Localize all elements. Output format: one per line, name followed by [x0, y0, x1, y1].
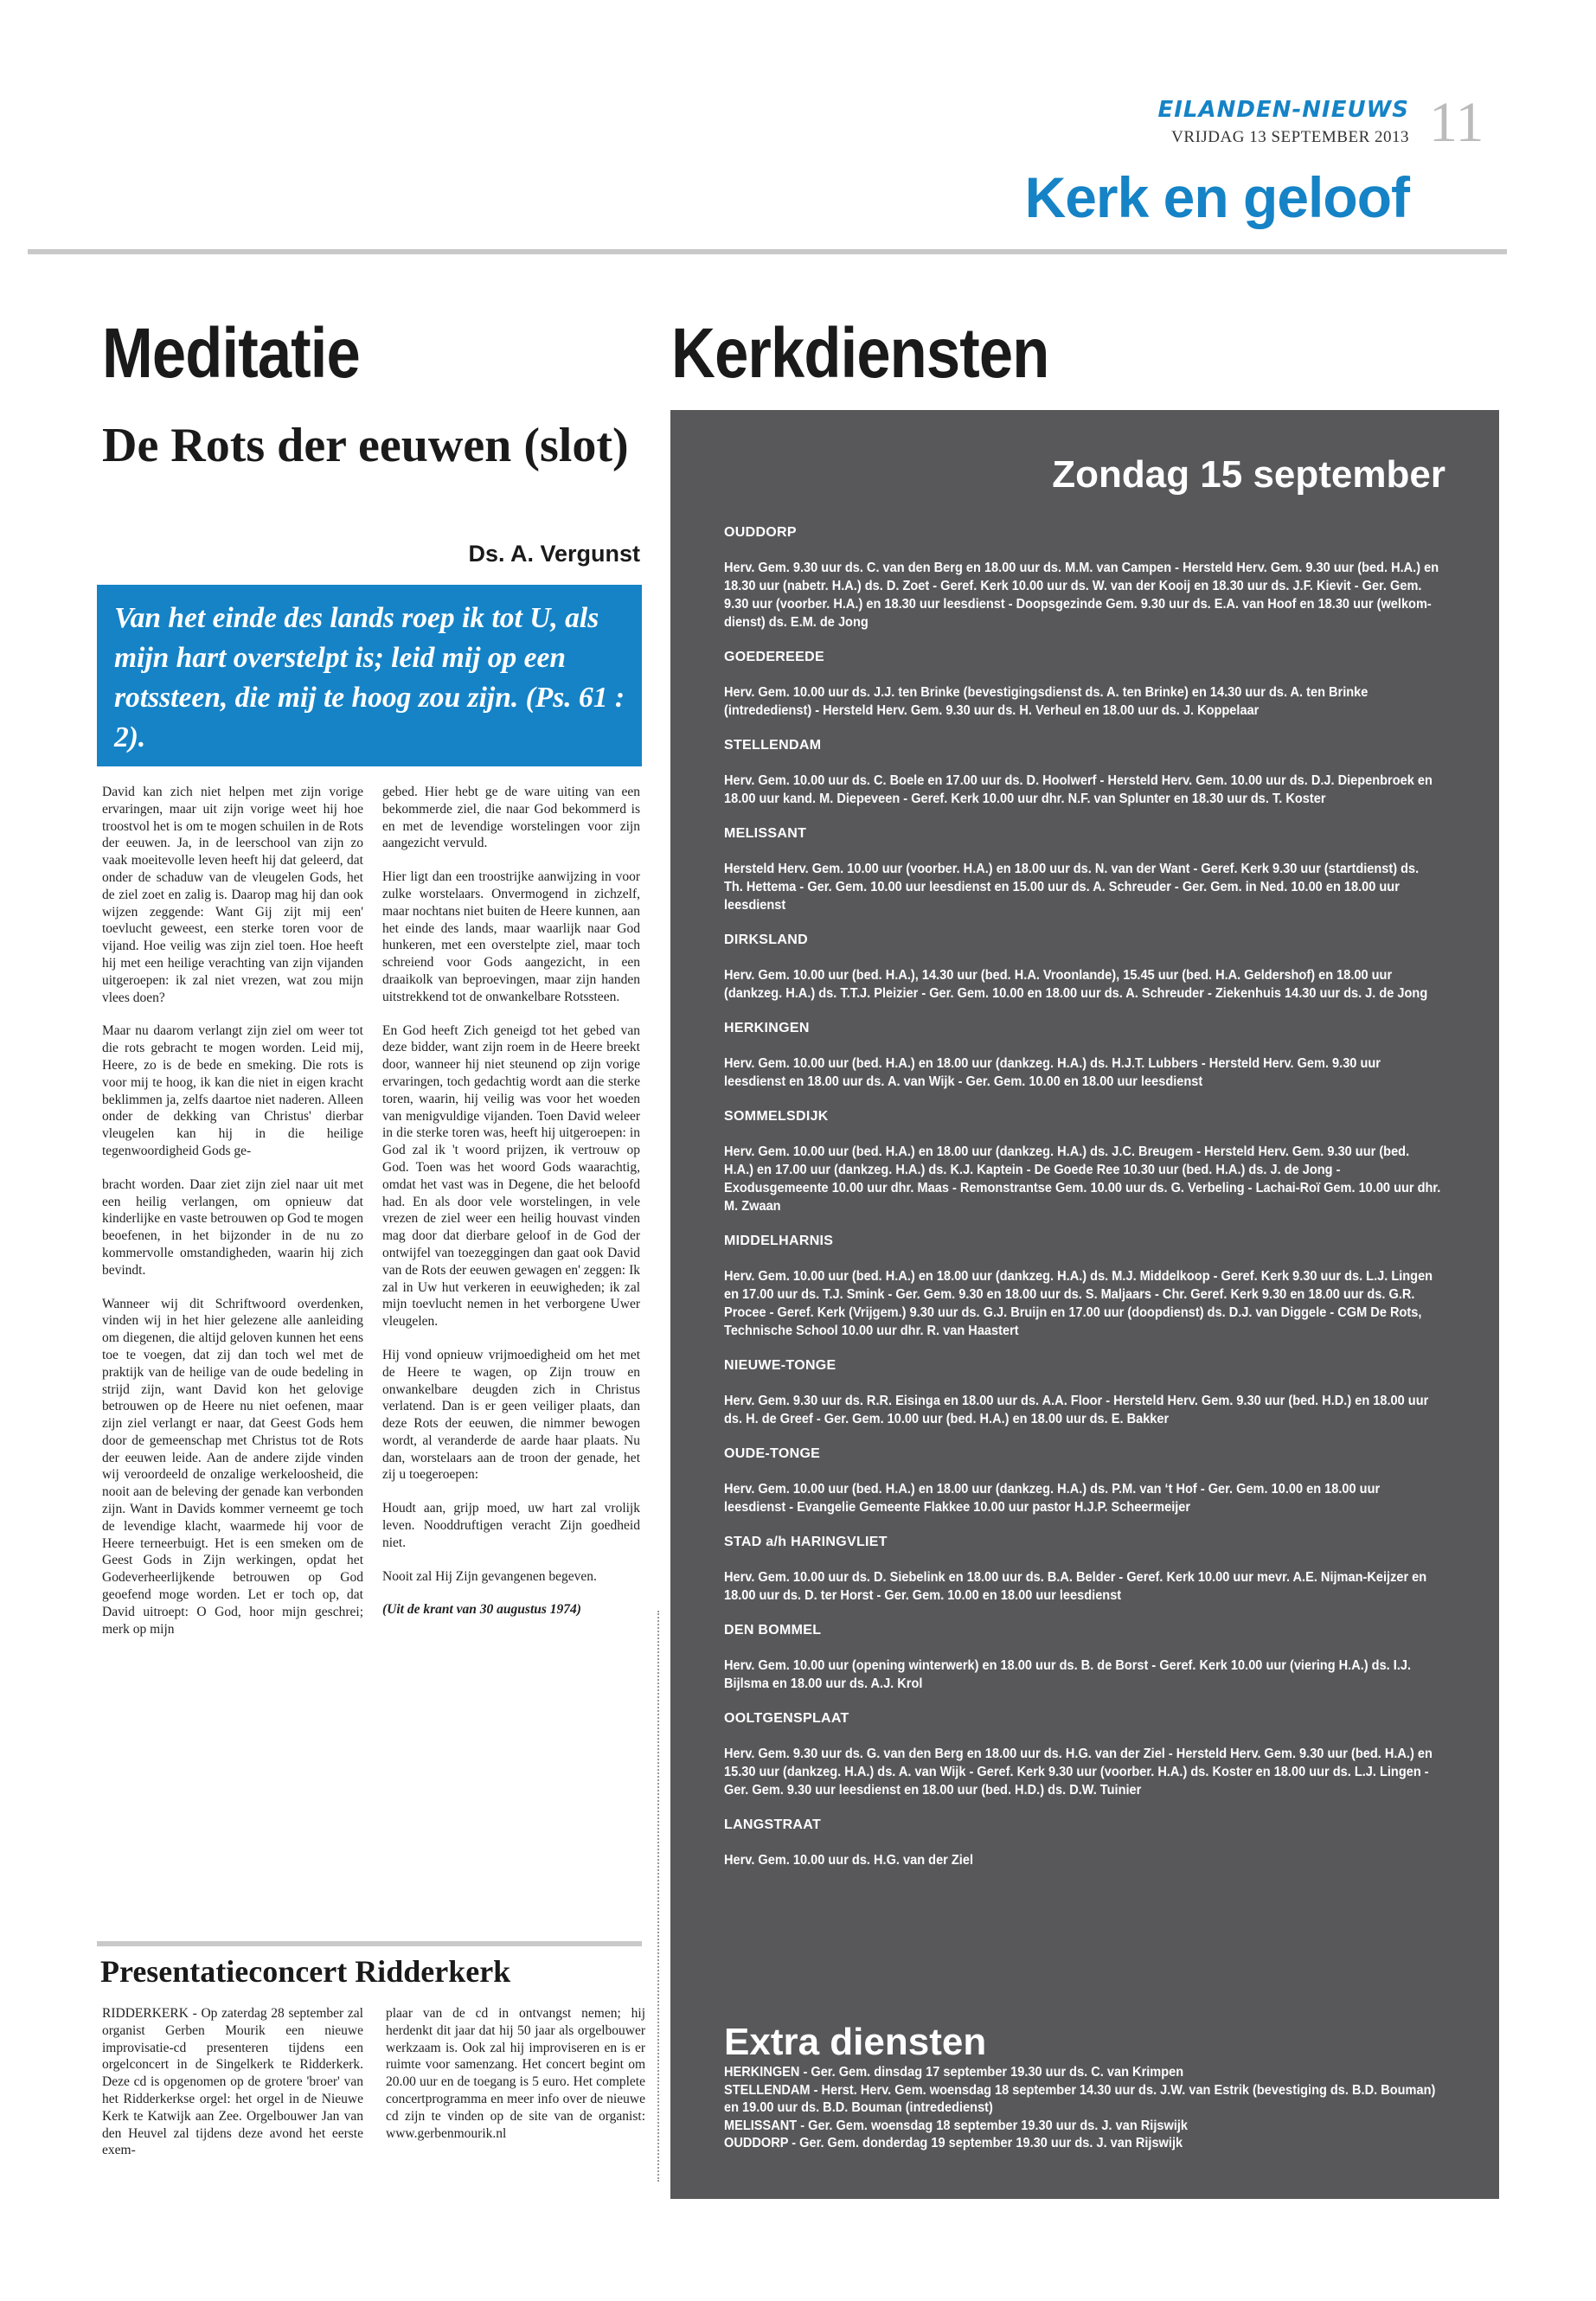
- concert-title: Presentatieconcert Ridderkerk: [100, 1954, 511, 1989]
- place-services: Herv. Gem. 10.00 uur ds. J.J. ten Brinke (bevestigingsdienst ds. A. ten Brinke) en 14.30 uur ds. A. ten Brinke (intrededienst) - Hersteld Herv. Gem. 9.30 uur ds. H. Verheul en 18.00 uur ds. J. Koppelaar: [724, 685, 1368, 718]
- place-name: NIEUWE-TONGE: [724, 1358, 836, 1373]
- extra-service-item: MELISSANT - Ger. Gem. woensdag 18 september 19.30 uur ds. J. van Rijswijk: [724, 2118, 1189, 2133]
- place-services: Herv. Gem. 9.30 uur ds. R.R. Eisinga en 18.00 uur ds. A.A. Floor - Hersteld Herv. Gem. 9.30 uur (bed. H.D.) en 18.00 uur ds. H. de Greef - Ger. Gem. 10.00 uur (bed. H.A.) en 18.00 uur ds. E. Bakker: [724, 1394, 1429, 1426]
- place-name: OUDE-TONGE: [724, 1446, 821, 1461]
- place-services: Herv. Gem. 10.00 uur (opening winterwerk) en 18.00 uur ds. B. de Borst - Geref. Kerk 10.00 uur (viering H.A.) ds. I.J. Bijlsma en 18.00 uur ds. A.J. Krol: [724, 1658, 1412, 1691]
- paragraph: plaar van de cd in ontvangst nemen; hij herdenkt dit jaar dat hij 50 jaar als orgelbouwer werkzaam is. Ook zal hij improviseren en is er ruimte voor samenzang. Het concert begint om 20.00 uur en de toegang is 5 euro. Het complete concertprogramma en meer info over de nieuwe cd zijn te vinden op de site van de organist: www.gerbenmourik.nl: [386, 2006, 645, 2141]
- extra-service-item: HERKINGEN - Ger. Gem. dinsdag 17 september 19.30 uur ds. C. van Krimpen: [724, 2065, 1184, 2080]
- meditatie-author: Ds. A. Vergunst: [468, 541, 640, 567]
- paragraph: Houdt aan, grijp moed, uw hart zal vrolijk leven. Nooddruftigen veracht Zijn goedheid niet.: [382, 1501, 640, 1550]
- source-note: (Uit de krant van 30 augustus 1974): [382, 1602, 581, 1618]
- section-title: Kerk en geloof: [1024, 165, 1409, 229]
- extra-services-list: [724, 2064, 1444, 2153]
- place-name: HERKINGEN: [724, 1021, 810, 1035]
- place-services: Herv. Gem. 9.30 uur ds. G. van den Berg en 18.00 uur ds. H.G. van der Ziel - Hersteld Herv. Gem. 9.30 uur (bed. H.A.) en 15.30 uur (dankzeg. H.A.) ds. A. van Wijk - Geref. Kerk 9.30 uur (voorber. H.A.) ds. Koster en 18.00 uur ds. L.J. Lingen - Ger. Gem. 9.30 uur leesdienst en 18.00 uur (bed. H.D.) ds. D.W. Tuinier: [724, 1747, 1433, 1798]
- concert-divider: [97, 1941, 642, 1946]
- issue-date: VRIJDAG 13 SEPTEMBER 2013: [1171, 128, 1409, 146]
- kerkdiensten-box: [670, 410, 1499, 2199]
- extra-service-item: OUDDORP - Ger. Gem. donderdag 19 september 19.30 uur ds. J. van Rijswijk: [724, 2136, 1183, 2150]
- meditatie-heading: Meditatie: [102, 314, 360, 393]
- place-name: OOLTGENSPLAAT: [724, 1711, 849, 1726]
- scripture-quote-box: [97, 585, 642, 766]
- service-list: [724, 524, 1444, 1887]
- place-name: DIRKSLAND: [724, 933, 808, 947]
- paragraph: RIDDERKERK - Op zaterdag 28 september zal organist Gerben Mourik een nieuwe improvisatie-cd presenteren tijdens een orgelconcert in de Singelkerk te Ridderkerk. Deze cd is opgenomen op de grotere 'broer' van het Ridderkerkse orgel: het orgel in de Nieuwe Kerk te Katwijk aan Zee. Orgelbouwer Jan van den Heuvel zal tijdens deze avond het eerste exem-: [102, 2006, 363, 2158]
- place-name: MELISSANT: [724, 826, 807, 841]
- place-services: Herv. Gem. 9.30 uur ds. C. van den Berg en 18.00 uur ds. M.M. van Campen - Hersteld Herv. Gem. 9.30 uur (bed. H.A.) en 18.30 uur (nabetr. H.A.) ds. D. Zoet - Geref. Kerk 10.00 uur ds. W. van der Kooij en 18.30 uur ds. J.F. Kievit - Ger. Gem. 9.30 uur (voorber. H.A.) en 18.30 uur leesdienst - Doopsgezinde Gem. 9.30 uur ds. E.A. van Hoof en 18.30 uur (welkom-dienst) ds. E.M. de Jong: [724, 561, 1439, 630]
- place-services: Hersteld Herv. Gem. 10.00 uur (voorber. H.A.) en 18.00 uur ds. N. van der Want - Geref. Kerk 9.30 uur (startdienst) ds. Th. Hettema - Ger. Gem. 10.00 uur leesdienst en 15.00 uur ds. A. Schreuder - Ger. Gem. in Ned. 10.00 en 18.00 uur leesdienst: [724, 862, 1420, 913]
- place-name: GOEDEREEDE: [724, 650, 824, 664]
- place-name: OUDDORP: [724, 525, 797, 540]
- meditatie-column-1: [102, 784, 363, 1638]
- place-services: Herv. Gem. 10.00 uur (bed. H.A.) en 18.00 uur (dankzeg. H.A.) ds. P.M. van ‘t Hof - Ger. Gem. 10.00 en 18.00 uur leesdienst - Evangelie Gemeente Flakkee 10.00 uur pastor H.J.P. Scheermeijer: [724, 1482, 1381, 1515]
- paragraph: Maar nu daarom verlangt zijn ziel om weer tot die rots gebracht te mogen worden. Leid mij, Heere, zo is de bede en smeking. Die rots is voor mij te hoog, ik kan die niet in eigen kracht beklimmen ja, zelfs daartoe niet naderen. Alleen onder de dekking van Christus' dierbar vleugelen kan hij in die heilige tegenwoordigheid Gods ge-: [102, 1023, 363, 1158]
- place-services: Herv. Gem. 10.00 uur (bed. H.A.) en 18.00 uur (dankzeg. H.A.) ds. H.J.T. Lubbers - Hersteld Herv. Gem. 9.30 uur leesdienst en 18.00 uur ds. A. van Wijk - Ger. Gem. 10.00 en 18.00 uur leesdienst: [724, 1056, 1381, 1089]
- concert-column-1: [102, 2005, 363, 2159]
- paragraph: David kan zich niet helpen met zijn vorige ervaringen, maar uit zijn vorige weet hij hoe troostvol het is om te mogen schuilen in de Rots der eeuwen. Ja, in de leerschool van zijn zo vaak moeitevolle leven heeft hij dat geleerd, dat onder de schaduw van de vleugelen Gods, het de ziel zoet en zalig is. Daarop mag hij dan ook wijzen zeggende: Want Gij zijt mij een' toevlucht geweest, een sterke toren voor de vijand. Hoe veilig was zijn ziel toen. Hoe heeft hij met een heilige verachting van zijn vijanden uitgeroepen: ik zal niet vrezen, wat zou mijn vlees doen?: [102, 785, 363, 1005]
- place-services: Herv. Gem. 10.00 uur (bed. H.A.) en 18.00 uur (dankzeg. H.A.) ds. J.C. Breugem - Hersteld Herv. Gem. 9.30 uur (bed. H.A.) en 17.00 uur (dankzeg. H.A.) ds. K.J. Kaptein - De Goede Ree 10.30 uur (bed. H.A.) ds. J. de Jong - Exodusgemeente 10.00 uur dhr. Maas - Remonstrantse Gem. 10.00 uur ds. G. Verbeling - Lachai-Roï Gem. 10.00 uur dhr. M. Zwaan: [724, 1144, 1441, 1214]
- header-divider: [28, 249, 1507, 254]
- column-divider: [657, 1611, 659, 2182]
- paragraph: En God heeft Zich geneigd tot het gebed van deze bidder, want zijn roem in de Heere breekt door, wanneer hij niet steunend op zijn vorige ervaringen, toch gedachtig wordt aan die sterke toren, waarin, hij veilig was voor het woeden van menigvuldige vijanden. Toen David weleer in die sterke toren was, heeft hij uitgeroepen: in God zal ik 't woord prijzen, ik vertrouw op God. Toen was het woord Gods waarachtig, omdat het vast was in Degene, die het beloofd had. En als door vele worstelingen, in vele vrezen de ziel weer een heilig houvast vinden mag door dat dierbare geloof in de God der ontwijfel van toezeggingen dan gaat ook David van de Rots der eeuwen gewagen en' zeggen: Ik zal in Uw hut verkeren in eeuwigheden; ik zal mijn toevlucht nemen in het verborgene Uwer vleugelen.: [382, 1022, 640, 1330]
- place-name: MIDDELHARNIS: [724, 1234, 834, 1248]
- place-services: Herv. Gem. 10.00 uur ds. C. Boele en 17.00 uur ds. D. Hoolwerf - Hersteld Herv. Gem. 10.00 uur ds. D.J. Diepenbroek en 18.00 uur kand. M. Diepeveen - Geref. Kerk 10.00 uur dhr. N.F. van Splunter en 18.30 uur ds. T. Koster: [724, 773, 1433, 806]
- paragraph: bracht worden. Daar ziet zijn ziel naar uit met een heilig verlangen, om opnieuw dat kinderlijke en vaste betrouwen op God te mogen beoefenen, in het bijzonder in de nu zo kommervolle omstandigheden, waarin hij zich bevindt.: [102, 1176, 363, 1278]
- meditatie-subtitle: De Rots der eeuwen (slot): [102, 419, 629, 472]
- place-services: Herv. Gem. 10.00 uur ds. H.G. van der Ziel: [724, 1853, 974, 1868]
- extra-services-heading: Extra diensten: [724, 2021, 987, 2063]
- page-number: 11: [1429, 91, 1484, 154]
- place-services: Herv. Gem. 10.00 uur ds. D. Siebelink en 18.00 uur ds. B.A. Belder - Geref. Kerk 10.00 uur mevr. A.E. Nijman-Keijzer en 18.00 uur ds. D. ter Horst - Ger. Gem. 10.00 en 18.00 uur leesdienst: [724, 1570, 1427, 1603]
- paragraph: Nooit zal Hij Zijn gevangenen begeven.: [382, 1568, 597, 1584]
- extra-service-item: STELLENDAM - Herst. Herv. Gem. woensdag 18 september 14.30 uur ds. J.W. van Estrik (bevestiging ds. B.D. Bouman) en 19.00 uur ds. B.D. Bouman (intrededienst): [724, 2082, 1436, 2115]
- place-services: Herv. Gem. 10.00 uur (bed. H.A.), 14.30 uur (bed. H.A. Vroonlande), 15.45 uur (bed. H.A. Geldershof) en 18.00 uur (dankzeg. H.A.) ds. T.T.J. Pleizier - Ger. Gem. 10.00 en 18.00 uur ds. A. Schreuder - Ziekenhuis 14.30 uur ds. J. de Jong: [724, 968, 1428, 1001]
- paragraph: Wanneer wij dit Schriftwoord overdenken, vinden wij in het hier gelezene alle aanleiding om diegenen, die altijd geloven kunnen het eens toe te voegen, dat zij dan toch wel met de praktijk van de heilige van de oude bedeling in strijd zijn, want David kon het gelovige betrouwen op de Heere nu niet oefenen, maar zijn ziel verlangt er naar, dat Geest Gods hem door de gemeenschap met Christus tot de Rots der eeuwen leide. Aan de andere zijde vinden wij veroordeeld de onzalige werkeloosheid, die nooit aan de beleving der genade kan verbonden zijn. Want in Davids kommer verneemt ge toch de levendige klacht, waarmede hij voor de Heere terneerbuigt. Het is een smeken om de Geest Gods in Zijn werkingen, opdat het Godeverheerlijkende betrouwen op God geoefend moge worden. Let er toch op, dat David uitroept: O God, hoor mijn geschrei; merk op mijn: [102, 1296, 363, 1637]
- service-date: Zondag 15 september: [1052, 453, 1445, 496]
- kerkdiensten-heading: Kerkdiensten: [671, 314, 1049, 393]
- paragraph: Hier ligt dan een troostrijke aanwijzing in voor zulke worstelaars. Onvermogend in zichzelf, maar nochtans niet buiten de Heere kunnen, aan het einde des lands, maar waarlijk naar God hunkeren, met een overstelpte ziel, maar toch schreiend voor Gods aangezicht, in een draaikolk van beproevingen, maar zijn handen uitstrekkend tot de onwankelbare Rotssteen.: [382, 869, 640, 1004]
- place-name: STAD a/h HARINGVLIET: [724, 1535, 888, 1549]
- paragraph: gebed. Hier hebt ge de ware uiting van een bekommerde ziel, die naar God bekommerd is en met de levendige worstelingen voor zijn aangezicht vervuld.: [382, 785, 640, 851]
- scripture-quote: Van het einde des lands roep ik tot U, als mijn hart overstelpt is; leid mij op een rotssteen, die mij te hoog zou zijn. (Ps. 61 : 2).: [114, 602, 625, 753]
- place-name: DEN BOMMEL: [724, 1623, 822, 1638]
- newspaper-logo: EILANDEN-NIEUWS: [1157, 97, 1409, 123]
- place-services: Herv. Gem. 10.00 uur (bed. H.A.) en 18.00 uur (dankzeg. H.A.) ds. M.J. Middelkoop - Geref. Kerk 9.30 uur ds. L.J. Lingen en 17.00 uur ds. T.J. Smink - Ger. Gem. 9.30 en 18.00 uur ds. S. Maljaars - Chr. Geref. Kerk 9.30 en 18.00 uur ds. G.R. Procee - Geref. Kerk (Vrijgem.) 9.30 uur ds. G.J. Bruijn en 17.00 uur (doopdienst) ds. D.J. van Diggele - CGM De Rots, Technische School 10.00 uur dhr. R. van Haastert: [724, 1269, 1433, 1338]
- place-name: LANGSTRAAT: [724, 1817, 822, 1832]
- place-name: SOMMELSDIJK: [724, 1109, 829, 1124]
- meditatie-column-2: [382, 784, 640, 1635]
- place-name: STELLENDAM: [724, 738, 822, 753]
- paragraph: Hij vond opnieuw vrijmoedigheid om het met de Heere te wagen, op Zijn trouw en onwankelbare deugden zich in Christus verlatend. Dan is er geen veiliger plaats, dan deze Rots der eeuwen, die nimmer bewogen wordt, al veranderde de aarde haar plaats. Nu dan, worstelaars aan de troon der genade, het zij u toegeroepen:: [382, 1347, 640, 1483]
- concert-column-2: [386, 2005, 645, 2142]
